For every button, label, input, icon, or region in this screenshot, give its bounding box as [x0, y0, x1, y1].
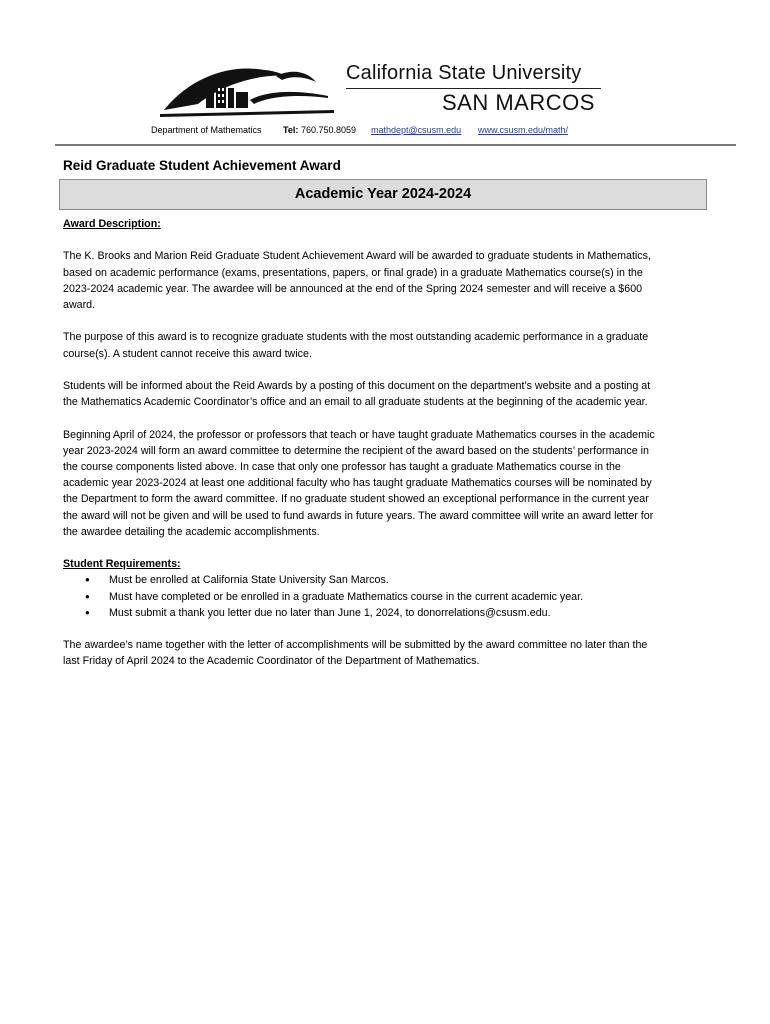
- list-item: ● Must be enrolled at California State University San Marcos.: [63, 572, 663, 588]
- email-link[interactable]: mathdept@csusm.edu: [371, 125, 462, 135]
- year-banner: [59, 179, 707, 210]
- description-heading: Award Description:: [63, 218, 161, 230]
- closing-paragraph: The awardee’s name together with the letter of accomplishments will be submitted by the award committee no later than the last Friday of April 2024 to the Academic Coordinator of the Department of Mathematics.: [63, 639, 648, 668]
- description-paragraph: The K. Brooks and Marion Reid Graduate Student Achievement Award will be awarded to graduate students in Mathematics, based on academic performance (exams, presentations, papers, or final grade) in a graduate Mathematics course(s) in the 2023-2024 academic year. The awardee will be announced at the end of the Spring 2024 semester and will receive a $600 award.: [63, 250, 651, 311]
- header-divider: [346, 88, 601, 89]
- csusm-logo: [158, 60, 338, 120]
- letterhead: [0, 0, 770, 150]
- department-name: Department of Mathematics: [151, 125, 262, 135]
- letterhead-rule: [55, 144, 736, 146]
- requirements-list: [63, 572, 663, 621]
- requirements-heading: Student Requirements:: [63, 558, 181, 571]
- list-item: ● Must submit a thank you letter due no later than June 1, 2024, to donorrelations@csusm.edu.: [63, 605, 663, 621]
- description-paragraph: The purpose of this award is to recognize graduate students with the most outstanding academic performance in a graduate course(s). A student cannot receive this award twice.: [63, 331, 649, 360]
- campus-name: SAN MARCOS: [442, 90, 595, 115]
- description-paragraph: Beginning April of 2024, the professor or professors that teach or have taught graduate Mathematics courses in the academic year 2023-2024 will form an award committee to determine the recipient of the award based on the students’ performance in the course components listed above. In case that only one professor has taught a graduate Mathematics course in the academic year 2023-2024 at least one additional faculty who has taught graduate Mathematics courses will be nominated by the Department to form the award committee. If no graduate student showed an exceptional performance in the current year the award will not be given and will be used to fund awards in future years. The award committee will write an award letter for the awardee detailing the academic accomplishments.: [63, 428, 655, 538]
- tel-label: Tel:: [283, 125, 299, 135]
- award-title: Reid Graduate Student Achievement Award: [63, 158, 341, 173]
- list-item: ● Must have completed or be enrolled in a graduate Mathematics course in the current academic year.: [63, 589, 663, 605]
- tel-number: 760.750.8059: [301, 125, 357, 135]
- description-paragraph: Students will be informed about the Reid Awards by a posting of this document on the department’s website and a posting at the Mathematics Academic Coordinator’s office and an email to all graduate students at the beginning of the academic year.: [63, 379, 651, 409]
- university-name: California State University: [346, 62, 582, 84]
- document-body: [63, 216, 663, 670]
- website-link[interactable]: www.csusm.edu/math/: [478, 125, 569, 135]
- year-banner-text: Academic Year 2024-2024: [294, 186, 472, 202]
